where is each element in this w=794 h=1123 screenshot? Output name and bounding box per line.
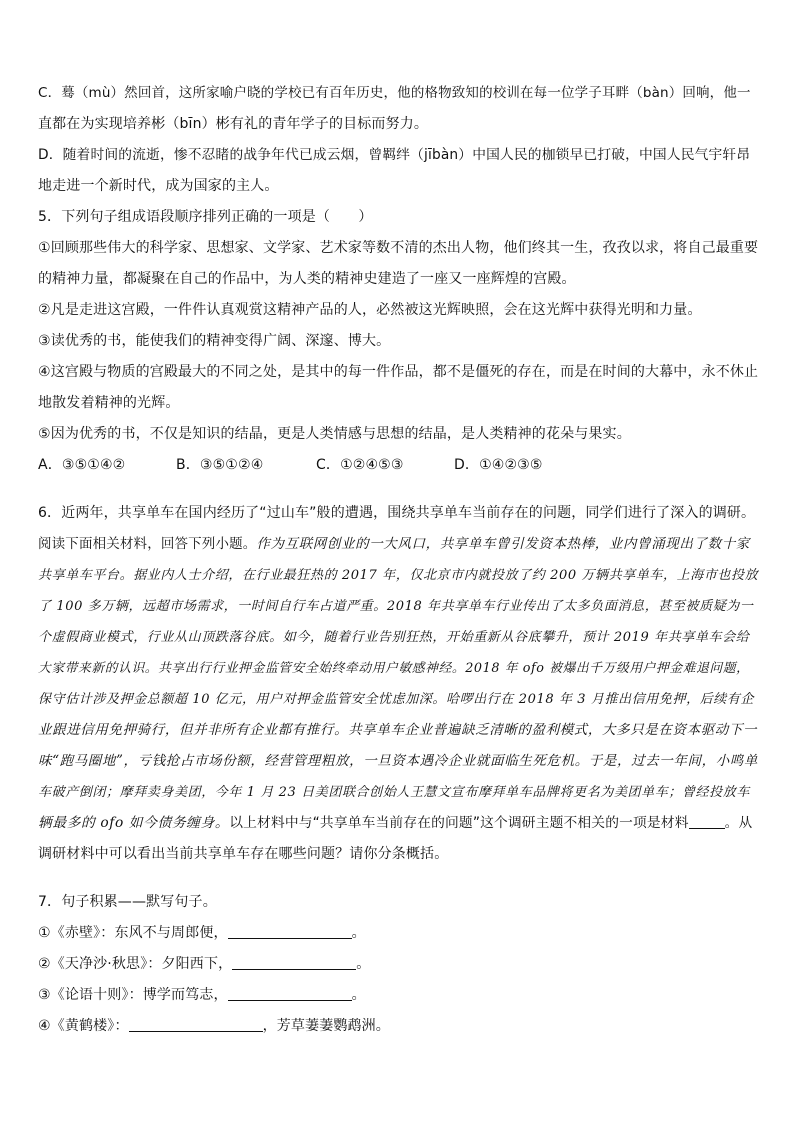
q7-item-4: ④《黄鹤楼》： ，芳草萋萋鹦鹉洲。 xyxy=(38,1018,390,1034)
q6-material-3: 了 100 多万辆，远超市场需求，一时间自行车占道严重。2018 年共享单车行业传出了太多负面消息，甚至被质疑为一 xyxy=(38,599,754,614)
q6-material-5: 大家带来新的认识。共享出行行业押金监管安全始终牵动用户敏感神经。2018 年 ofo 被爆出千万级用户押金难退问题， xyxy=(38,661,750,676)
q5-sentence-4-line1: ④这宫殿与物质的宫殿最大的不同之处，是其中的每一件作品，都不是僵死的存在，而是在时间的大幕中，永不休止 xyxy=(38,364,759,380)
q7-blank-4[interactable] xyxy=(129,1017,263,1032)
q7-blank-2[interactable] xyxy=(232,955,356,970)
q6-material-6: 保守估计涉及押金总额超 10 亿元，用户对押金监管安全忧虑加深。哈啰出行在 2018 年 3 月推出信用免押，后续有企 xyxy=(38,692,755,707)
q6-question-line2: 调研材料中可以看出当前共享单车存在哪些问题？请你分条概括。 xyxy=(38,846,449,862)
q5-sentence-4-line2: 地散发着精神的光辉。 xyxy=(38,395,180,411)
q6-material-10: 辆最多的 ofo 如今债务缠身。 xyxy=(38,815,230,831)
q5-option-c: C．①②④⑤③ xyxy=(316,457,404,473)
q5-stem: 5．下列句子组成语段顺序排列正确的一项是（ ） xyxy=(38,209,373,225)
q7-blank-3[interactable] xyxy=(228,986,352,1001)
q4-option-d-line2: 地走进一个新时代，成为国家的主人。 xyxy=(38,178,279,194)
q6-material-7: 业跟进信用免押骑行，但并非所有企业都有推行。共享单车企业普遍缺乏清晰的盈利模式，大多只是在资本驱动下一 xyxy=(38,722,758,738)
q5-sentence-1-line1: ①回顾那些伟大的科学家、思想家、文学家、艺术家等数不清的杰出人物，他们终其一生，孜孜以求，将自己最重要 xyxy=(38,240,759,256)
q6-intro-line1: 6．近两年，共享单车在国内经历了“过山车”般的遭遇，围绕共享单车当前存在的问题，同学们进行了深入的调研。 xyxy=(38,505,756,521)
q6-material-4: 个虚假商业模式，行业从山顶跌落谷底。如今，随着行业告别狂热，开始重新从谷底攀升，预计 2019 年共享单车会给 xyxy=(38,630,750,645)
q6-material-1: 作为互联网创业的一大风口，共享单车曾引发资本热棒，业内曾涌现出了数十家 xyxy=(256,536,750,552)
q5-option-b: B．③⑤①②④ xyxy=(176,457,264,473)
q6-question-line1: 辆最多的 ofo 如今债务缠身。以上材料中与“共享单车当前存在的问题”这个调研主题不相关的一项是材料 。从 xyxy=(38,815,753,831)
q4-option-d-line1: D．随着时间的流逝，惨不忍睹的战争年代已成云烟，曾羁绊（jībàn）中国人民的枷锁早已打破，中国人民气宇轩昂 xyxy=(38,147,751,163)
q5-sentence-1-line2: 的精神力量，都凝聚在自己的作品中，为人类的精神史建造了一座又一座辉煌的宫殿。 xyxy=(38,271,576,287)
q5-options xyxy=(38,450,758,481)
exam-page xyxy=(38,78,758,1042)
q5-sentence-5: ⑤因为优秀的书，不仅是知识的结晶，更是人类情感与思想的结晶，是人类精神的花朵与果实。 xyxy=(38,426,631,442)
q7-item-2: ②《天净沙·秋思》：夕阳西下， 。 xyxy=(38,956,371,972)
q7-blank-1[interactable] xyxy=(228,924,352,939)
q5-sentence-3: ③读优秀的书，能使我们的精神变得广阔、深邃、博大。 xyxy=(38,333,391,349)
q5-sentence-2: ②凡是走进这宫殿，一件件认真观赏这精神产品的人，必然被这光辉映照，会在这光辉中获得光明和力量。 xyxy=(38,302,702,318)
q6-material-9: 车破产倒闭；摩拜卖身美团，今年 1 月 23 日美团联合创始人王慧文宣布摩拜单车品牌将更名为美团单车；曾经投放车 xyxy=(38,785,750,800)
q7-item-3: ③《论语十则》：博学而笃志， 。 xyxy=(38,987,366,1003)
q6-intro-line2: 阅读下面相关材料，回答下列小题。作为互联网创业的一大风口，共享单车曾引发资本热棒，业内曾涌现出了数十家 xyxy=(38,536,750,552)
q6-answer-blank[interactable] xyxy=(689,814,725,829)
q6-material-8: 味“跑马圈地”，亏钱抢占市场份额，经营管理粗放，一旦资本遇冷企业就面临生死危机。于是，过去一年间，小鸣单 xyxy=(38,753,759,769)
q4-option-c-line2: 直都在为实现培养彬（bīn）彬有礼的青年学子的目标而努力。 xyxy=(38,116,428,132)
q5-option-d: D．①④②③⑤ xyxy=(454,457,543,473)
q5-option-a: A．③⑤①④② xyxy=(38,457,126,473)
q4-option-c-line1: C．蓦（mù）然回首，这所家喻户晓的学校已有百年历史，他的格物致知的校训在每一位学子耳畔（bàn）回响，他一 xyxy=(38,85,751,101)
q6-material-2: 共享单车平台。据业内人士介绍，在行业最狂热的 2017 年，仅北京市内就投放了约 200 万辆共享单车，上海市也投放 xyxy=(38,568,759,583)
q7-stem: 7．句子积累——默写句子。 xyxy=(38,894,217,910)
q7-item-1: ①《赤壁》：东风不与周郎便， 。 xyxy=(38,925,366,941)
